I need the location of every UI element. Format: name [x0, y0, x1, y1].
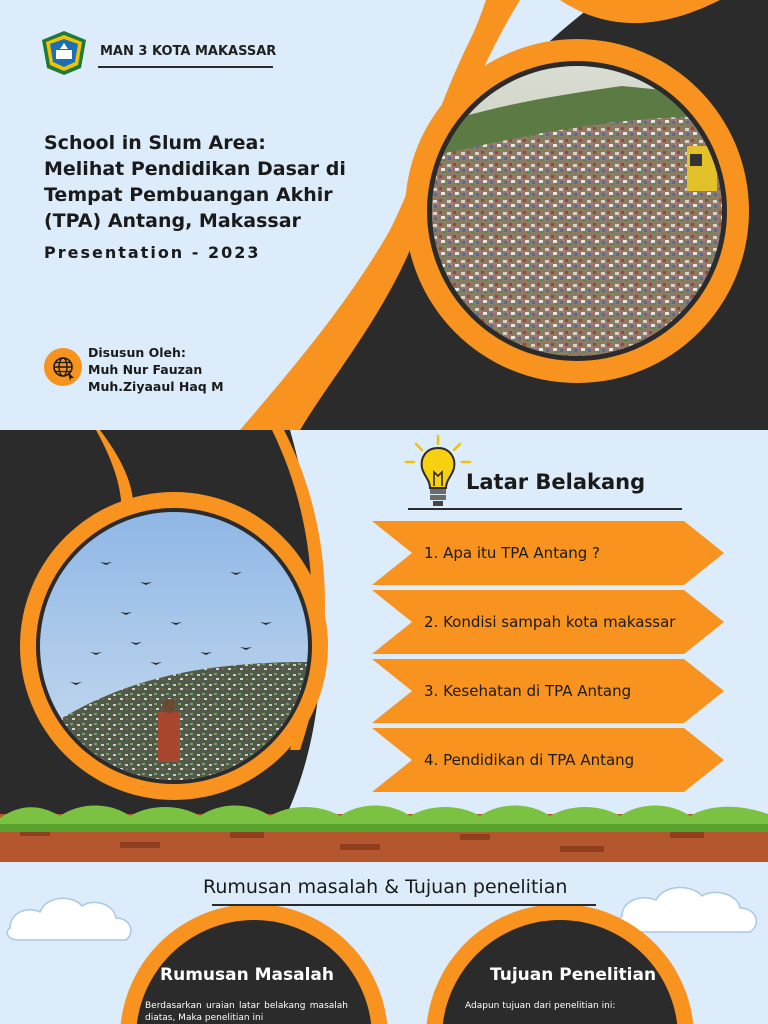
author-name: Muh Nur Fauzan: [88, 362, 203, 377]
section-title: Latar Belakang: [466, 470, 646, 494]
presentation-subtitle: Presentation - 2023: [44, 243, 261, 262]
landfill-photo: [432, 66, 722, 356]
agenda-item-label: 1. Apa itu TPA Antang ?: [424, 544, 601, 562]
school-logo-icon: [40, 30, 88, 76]
agenda-item-label: 3. Kesehatan di TPA Antang: [424, 682, 632, 700]
author-name: Muh.Ziyaaul Haq M: [88, 379, 224, 394]
agenda-item: [372, 728, 724, 792]
rumusan-heading: Rumusan Masalah: [160, 965, 335, 985]
tujuan-heading: Tujuan Penelitian: [490, 965, 657, 985]
school-underline: [98, 66, 273, 68]
title-line: Tempat Pembuangan Akhir: [44, 184, 333, 206]
agenda-item: [372, 659, 724, 723]
section-title: Rumusan masalah & Tujuan penelitian: [203, 876, 568, 898]
section-title-underline: [212, 904, 596, 906]
tujuan-text: Adapun tujuan dari penelitian ini:: [465, 1001, 616, 1011]
school-name: MAN 3 KOTA MAKASSAR: [100, 44, 277, 59]
title-line: School in Slum Area:: [44, 132, 266, 154]
background-slide: [0, 430, 768, 862]
rumusan-text: Berdasarkan uraian latar belakang masalah diatas, Maka penelitian ini: [145, 1001, 348, 1023]
title-line: Melihat Pendidikan Dasar di: [44, 158, 346, 180]
birds-landfill-photo: [40, 512, 308, 780]
authors-label: Disusun Oleh:: [88, 345, 186, 360]
agenda-item: [372, 590, 724, 654]
agenda-item: [372, 521, 724, 585]
presentation-title: [44, 130, 404, 234]
agenda-item-label: 4. Pendidikan di TPA Antang: [424, 751, 635, 769]
agenda-item-label: 2. Kondisi sampah kota makassar: [424, 613, 676, 631]
title-slide: [0, 0, 768, 430]
grass-ground-decoration: [0, 794, 768, 862]
problem-objective-slide: [0, 862, 768, 1024]
authors-block: [88, 344, 224, 395]
section-title-underline: [408, 508, 682, 510]
globe-icon: [44, 348, 82, 386]
title-line: (TPA) Antang, Makassar: [44, 210, 301, 232]
